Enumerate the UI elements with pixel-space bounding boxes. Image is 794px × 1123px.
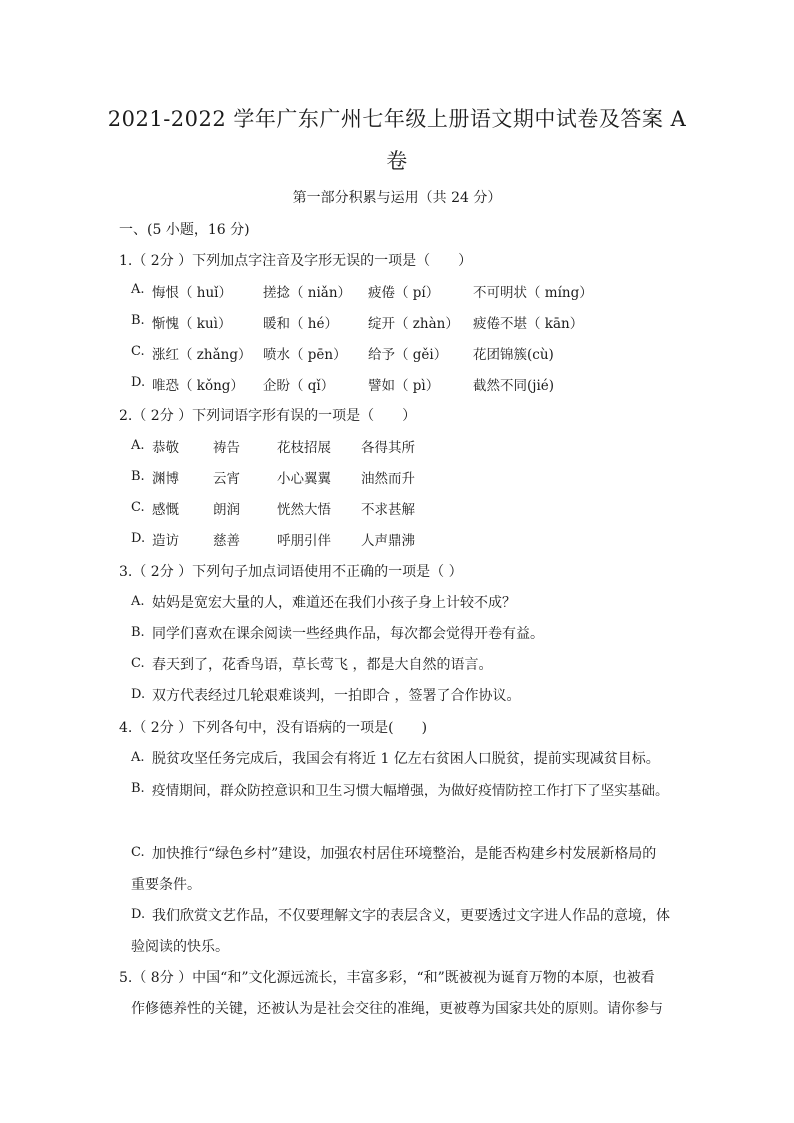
option-item: 不可明状（ míng） [473, 285, 593, 301]
document-title: 2021-2022 学年广东广州七年级上册语文期中试卷及答案 A [107, 107, 687, 131]
option-text: 疫情期间，群众防控意识和卫生习惯大幅增强，为做好疫情防控工作打下了坚实基础。 [152, 783, 669, 799]
option-item: 惭愧（ kuì） [152, 316, 232, 332]
option-item: 花团锦簇(cù) [473, 347, 554, 363]
option-letter: D. [131, 687, 146, 702]
option-item: 暖和（ hé） [263, 316, 338, 332]
option-item: 喷水（ pēn） [263, 347, 347, 363]
section-heading: 第一部分积累与运用（共 24 分） [292, 190, 502, 206]
option-letter: D. [131, 907, 146, 922]
question-5-stem-continued: 作修德养性的关键，还被认为是社会交往的准绳，更被尊为国家共处的原则。请你参与 [131, 1001, 663, 1017]
option-item: 唯恐（ kǒng） [152, 378, 244, 394]
option-letter: D. [131, 375, 146, 390]
option-letter: D. [131, 531, 146, 546]
option-text: 脱贫攻坚任务完成后，我国会有将近 1 亿左右贫困人口脱贫，提前实现减贫目标。 [152, 751, 660, 767]
question-3-stem: 3.（ 2分 ）下列句子加点词语使用不正确的一项是（ ） [119, 564, 463, 580]
option-item: 涨红（ zhǎng） [152, 347, 252, 363]
question-1-stem: 1.（ 2分 ）下列加点字注音及字形无误的一项是（ ） [119, 253, 473, 269]
option-text: 双方代表经过几轮艰难谈判，一拍即合 ，签署了合作协议。 [152, 688, 521, 704]
option-item: 恭敬 [152, 440, 179, 456]
option-item: 截然不同(jié) [473, 378, 555, 394]
option-item: 绽开（ zhàn） [368, 316, 459, 332]
option-letter: C. [131, 500, 145, 515]
option-letter: B. [131, 469, 145, 484]
option-item: 各得其所 [361, 440, 415, 456]
document-title-continued: 卷 [386, 149, 408, 173]
question-5-stem: 5.（ 8分 ）中国“和”文化源远流长，丰富多彩，“和”既被视为诞育万物的本原，也被看 [119, 970, 655, 986]
option-letter: B. [131, 313, 145, 328]
option-item: 搓捻（ niǎn） [263, 285, 352, 301]
option-item: 慈善 [213, 533, 240, 549]
option-item: 不求甚解 [361, 502, 415, 518]
option-item: 造访 [152, 533, 179, 549]
option-item: 花枝招展 [277, 440, 331, 456]
option-item: 油然而升 [361, 471, 415, 487]
option-item: 小心翼翼 [277, 471, 331, 487]
option-item: 云宵 [213, 471, 240, 487]
option-item: 譬如（ pì） [368, 378, 440, 394]
option-item: 疲倦不堪（ kān） [473, 316, 584, 332]
option-letter: A. [131, 438, 145, 453]
option-item: 呼朋引伴 [277, 533, 331, 549]
option-letter: B. [131, 781, 145, 796]
option-item: 悔恨（ huǐ） [152, 285, 232, 301]
option-text: 春天到了，花香鸟语，草长莺飞 ，都是大自然的语言。 [152, 657, 493, 673]
option-text: 我们欣赏文艺作品，不仅要理解文字的表层含义，更要透过文字进人作品的意境，体 [152, 908, 670, 924]
option-item: 祷告 [213, 440, 240, 456]
option-letter: C. [131, 344, 145, 359]
option-item: 渊博 [152, 471, 179, 487]
option-text: 加快推行“绿色乡村”建设，加强农村居住环境整治，是能否构建乡村发展新格局的 [152, 846, 657, 862]
option-text-continued: 验阅读的快乐。 [131, 939, 229, 955]
option-letter: A. [131, 594, 145, 609]
option-letter: A. [131, 282, 145, 297]
option-item: 企盼（ qǐ） [263, 378, 335, 394]
option-letter: A. [131, 750, 145, 765]
option-item: 给予（ gěi） [368, 347, 448, 363]
option-letter: C. [131, 656, 145, 671]
question-4-stem: 4.（ 2分 ）下列各句中，没有语病的一项是( ) [119, 720, 428, 736]
option-text: 同学们喜欢在课余阅读一些经典作品，每次都会觉得开卷有益。 [152, 626, 544, 642]
option-letter: B. [131, 625, 145, 640]
option-text-continued: 重要条件。 [131, 877, 201, 893]
option-item: 疲倦（ pí） [368, 285, 440, 301]
option-item: 恍然大悟 [277, 502, 331, 518]
option-item: 感慨 [152, 502, 179, 518]
part-header: 一、(5 小题，16 分) [119, 222, 250, 238]
option-item: 人声鼎沸 [361, 533, 415, 549]
option-text: 姑妈是宽宏大量的人，难道还在我们小孩子身上计较不成？ [152, 595, 516, 611]
question-2-stem: 2.（ 2分 ）下列词语字形有误的一项是（ ） [119, 408, 417, 424]
option-item: 朗润 [213, 502, 240, 518]
option-letter: C. [131, 845, 145, 860]
